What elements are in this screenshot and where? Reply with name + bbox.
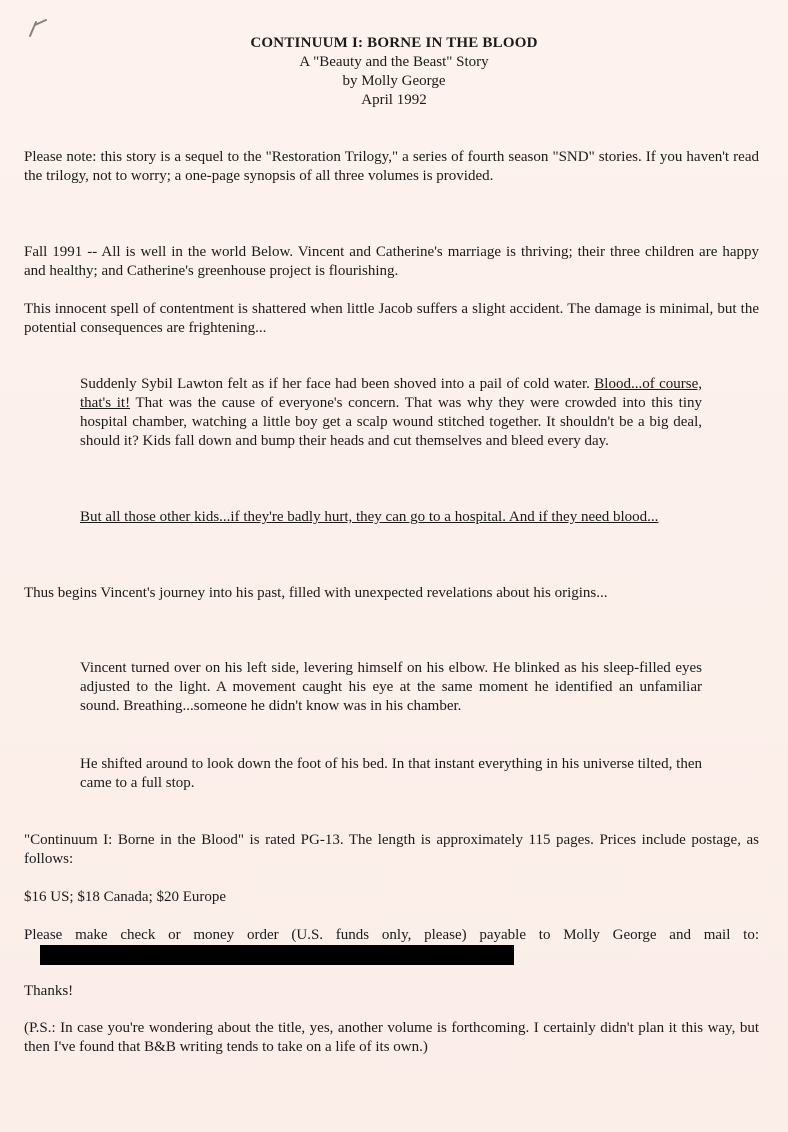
postscript-paragraph: (P.S.: In case you're wondering about the title, yes, another volume is forthcoming. I certainly didn't plan it this way, but then I've found that B&B writing tends to take on a life of its own.) bbox=[24, 1020, 759, 1055]
document-title: CONTINUUM I: BORNE IN THE BLOOD bbox=[250, 35, 538, 51]
journey-paragraph: Thus begins Vincent's journey into his past, filled with unexpected revelations about his origins... bbox=[24, 585, 608, 601]
document-date: April 1992 bbox=[361, 92, 427, 108]
order-text: Please make check or money order (U.S. funds only, please) payable to Molly George and mail to: bbox=[24, 927, 759, 943]
excerpt-one-text-a: Suddenly Sybil Lawton felt as if her face had been shoved into a pail of cold water. bbox=[80, 376, 595, 392]
accident-paragraph: This innocent spell of contentment is shattered when little Jacob suffers a slight accident. The damage is minimal, but the potential consequences are frightening... bbox=[24, 301, 759, 336]
excerpt-one-underlined-phrase: Blood...of course, that's it! bbox=[80, 376, 702, 411]
excerpt-two-paragraph-one: Vincent turned over on his left side, levering himself on his elbow. He blinked as his sleep-filled eyes adjusted to the light. A movement caught his eye at the same moment he identified an unfamiliar sound. Breathing...someone he didn't know was in his chamber. bbox=[80, 660, 702, 714]
document-subtitle: A "Beauty and the Beast" Story bbox=[299, 54, 489, 70]
fall-1991-paragraph: Fall 1991 -- All is well in the world Below. Vincent and Catherine's marriage is thriving; their three children are happy and healthy; and Catherine's greenhouse project is flourishing. bbox=[24, 244, 759, 279]
excerpt-two-paragraph-two: He shifted around to look down the foot of his bed. In that instant everything in his universe tilted, then came to a full stop. bbox=[80, 756, 702, 791]
prices-line: $16 US; $18 Canada; $20 Europe bbox=[24, 889, 227, 905]
sequel-note: Please note: this story is a sequel to the "Restoration Trilogy," a series of fourth season "SND" stories. If you haven't read the trilogy, not to worry; a one-page synopsis of all three volumes is provided. bbox=[24, 149, 759, 184]
excerpt-one-paragraph-two: But all those other kids...if they're badly hurt, they can go to a hospital. And if they need blood... bbox=[80, 509, 659, 525]
excerpt-one-text-b: That was the cause of everyone's concern. That was why they were crowded into this tiny hospital chamber, watching a little boy get a scalp wound stitched together. It shouldn't be a big deal, should it? Kids fall down and bump their heads and cut themselves and bleed every day. bbox=[80, 395, 702, 449]
excerpt-one-paragraph-one bbox=[80, 375, 702, 451]
document-byline: by Molly George bbox=[342, 73, 446, 89]
rating-paragraph: "Continuum I: Borne in the Blood" is rated PG-13. The length is approximately 115 pages. Prices include postage, as follows: bbox=[24, 832, 759, 867]
document-header bbox=[0, 34, 788, 110]
thanks-line: Thanks! bbox=[24, 983, 74, 999]
order-paragraph bbox=[24, 926, 759, 966]
redacted-address bbox=[40, 945, 514, 965]
